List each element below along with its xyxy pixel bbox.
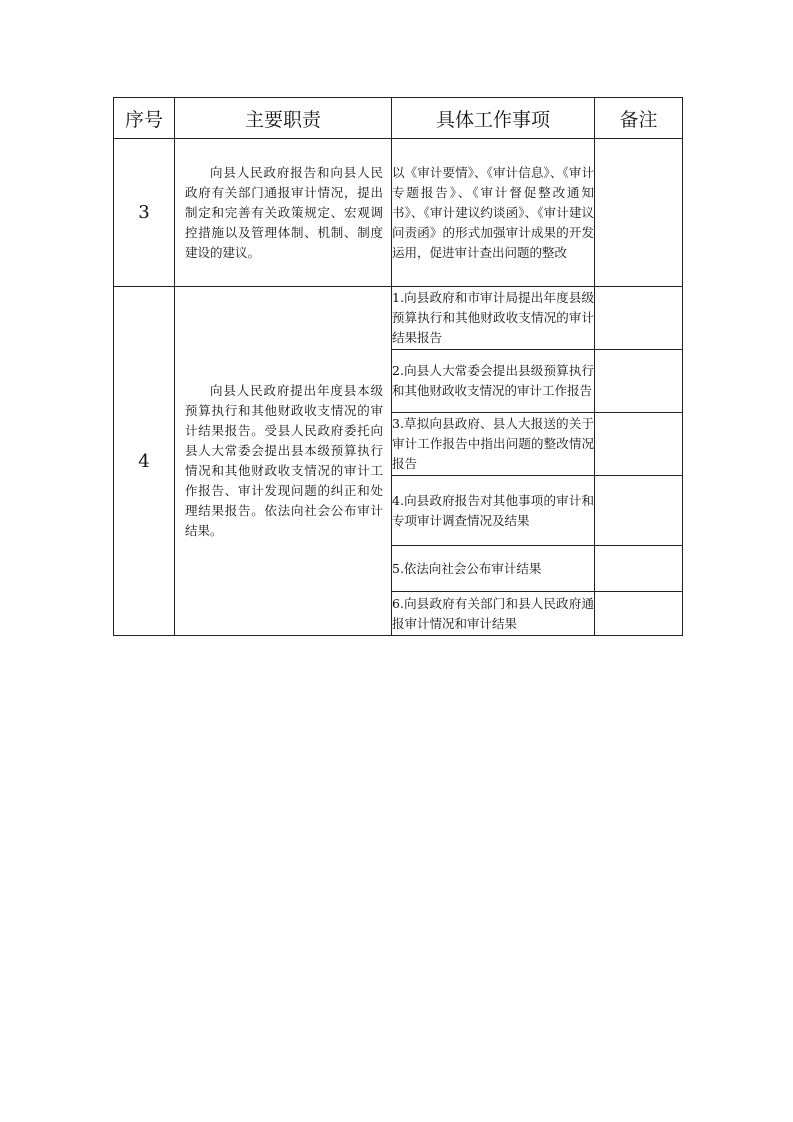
work-item: 以《审计要情》、《审计信息》、《审计专题报告》、《审计督促整改通知书》、《审计建议约谈函》、《审计建议问责函》的形式加强审计成果的开发运用，促进审计查出问题的整改 bbox=[392, 139, 595, 287]
note-cell bbox=[595, 546, 683, 592]
table-row bbox=[114, 287, 683, 350]
note-cell bbox=[595, 350, 683, 413]
note-cell bbox=[595, 476, 683, 546]
header-seq: 序号 bbox=[114, 98, 175, 139]
note-cell bbox=[595, 139, 683, 287]
note-cell bbox=[595, 287, 683, 350]
table-header-row bbox=[114, 98, 683, 139]
note-cell bbox=[595, 592, 683, 636]
note-cell bbox=[595, 413, 683, 476]
work-item: 6.向县政府有关部门和县人民政府通报审计情况和审计结果 bbox=[392, 592, 595, 636]
row-duty-cell bbox=[175, 287, 392, 636]
header-note: 备注 bbox=[595, 98, 683, 139]
header-duty: 主要职责 bbox=[175, 98, 392, 139]
work-item: 3.草拟向县政府、县人大报送的关于审计工作报告中指出问题的整改情况报告 bbox=[392, 413, 595, 476]
duty-table bbox=[113, 97, 683, 636]
row-duty: 向县人民政府提出年度县本级预算执行和其他财政收支情况的审计结果报告。受县人民政府委托向县人大常委会提出县本级预算执行情况和其他财政收支情况的审计工作报告、审计发现问题的纠正和处理结果报告。依法向社会公布审计结果。 bbox=[185, 383, 383, 538]
row-duty-cell bbox=[175, 139, 392, 287]
work-item: 2.向县人大常委会提出县级预算执行和其他财政收支情况的审计工作报告 bbox=[392, 350, 595, 413]
row-duty: 向县人民政府报告和向县人民政府有关部门通报审计情况，提出制定和完善有关政策规定、宏观调控措施以及管理体制、机制、制度建设的建议。 bbox=[185, 164, 383, 260]
work-item: 1.向县政府和市审计局提出年度县级预算执行和其他财政收支情况的审计结果报告 bbox=[392, 287, 595, 350]
row-seq: 4 bbox=[114, 287, 175, 636]
table-row bbox=[114, 139, 683, 287]
work-item: 4.向县政府报告对其他事项的审计和专项审计调查情况及结果 bbox=[392, 476, 595, 546]
row-seq: 3 bbox=[114, 139, 175, 287]
header-work: 具体工作事项 bbox=[392, 98, 595, 139]
work-item: 5.依法向社会公布审计结果 bbox=[392, 546, 595, 592]
